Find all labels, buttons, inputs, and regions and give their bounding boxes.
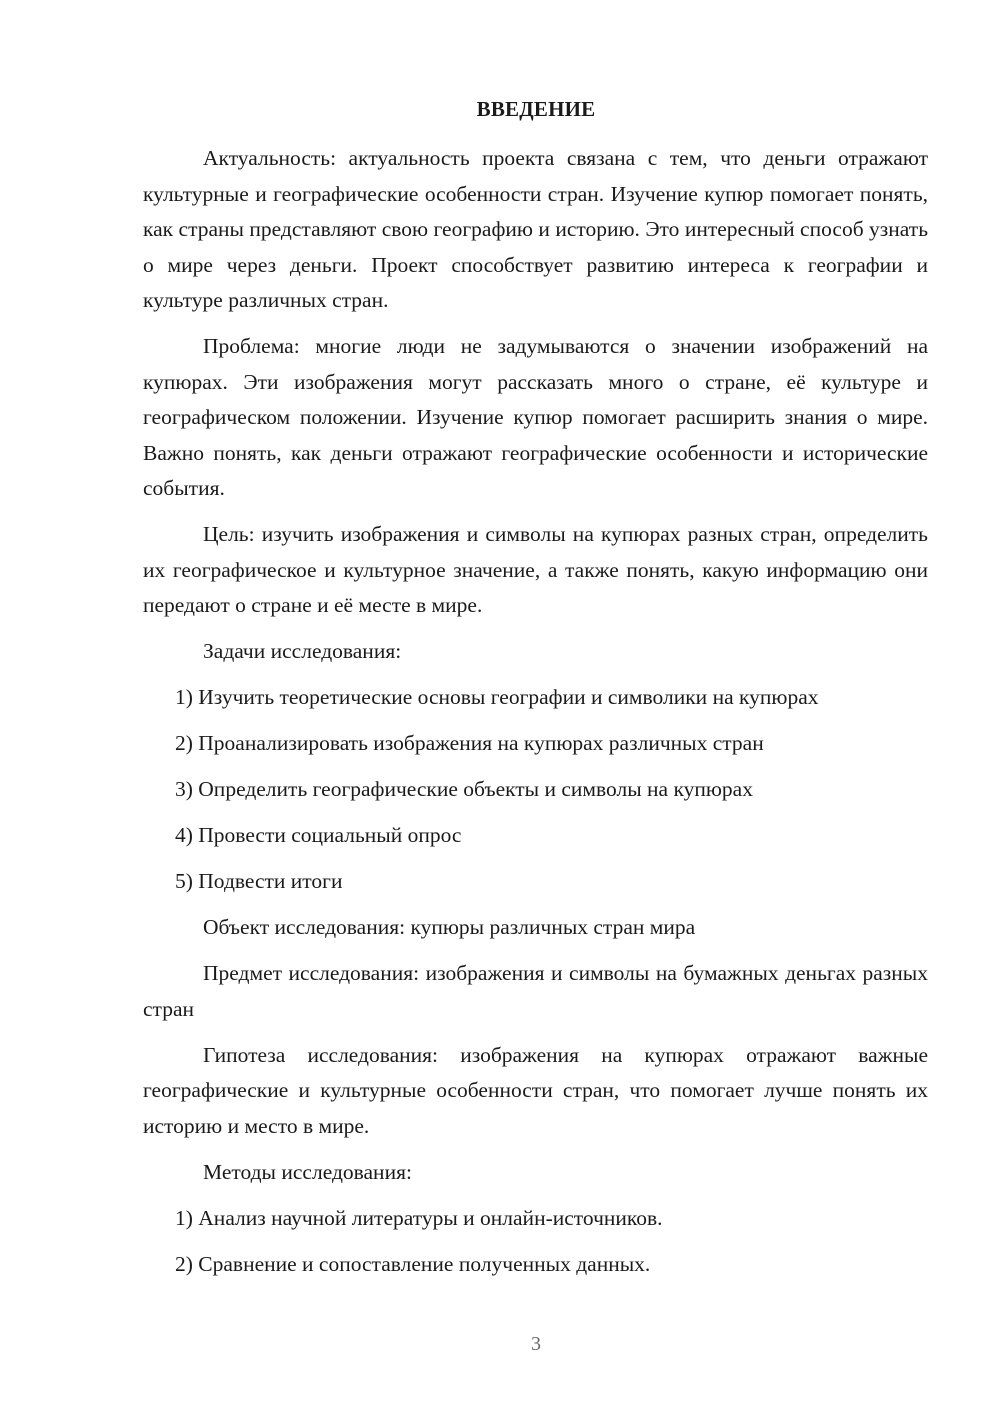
tasks-heading: Задачи исследования:	[203, 639, 402, 663]
relevance-paragraph: Актуальность: актуальность проекта связана с тем, что деньги отражают культурные и географические особенности стран. Изучение купюр помогает понять, как страны представляют свою географию и историю. Это интересный способ узнать о мире через деньги. Проект способствует развитию интереса к географии и культуре различных стран.	[143, 146, 928, 312]
object-paragraph: Объект исследования: купюры различных стран мира	[203, 915, 696, 939]
task-item: 2) Проанализировать изображения на купюрах различных стран	[175, 731, 764, 755]
goal-paragraph: Цель: изучить изображения и символы на купюрах разных стран, определить их географическое и культурное значение, а также понять, какую информацию они передают о стране и её месте в мире.	[143, 522, 928, 617]
problem-paragraph: Проблема: многие люди не задумываются о значении изображений на купюрах. Эти изображения могут рассказать много о стране, её культуре и географическом положении. Изучение купюр помогает расширить знания о мире. Важно понять, как деньги отражают географические особенности и исторические события.	[143, 334, 928, 500]
methods-heading: Методы исследования:	[203, 1159, 412, 1184]
task-item: 1) Изучить теоретические основы географии и символики на купюрах	[175, 685, 819, 709]
task-item: 5) Подвести итоги	[175, 869, 343, 893]
task-item: 3) Определить географические объекты и символы на купюрах	[175, 777, 753, 801]
page-number: 3	[531, 1333, 541, 1355]
document-body	[143, 141, 928, 1293]
method-item: 1) Анализ научной литературы и онлайн-источников.	[175, 1205, 663, 1230]
page-title: ВВЕДЕНИЕ	[476, 97, 596, 121]
hypothesis-paragraph: Гипотеза исследования: изображения на купюрах отражают важные географические и культурные особенности стран, что помогает лучше понять их историю и место в мире.	[143, 1042, 928, 1138]
method-item: 2) Сравнение и сопоставление полученных данных.	[175, 1251, 651, 1276]
subject-paragraph: Предмет исследования: изображения и символы на бумажных деньгах разных стран	[143, 961, 928, 1021]
task-item: 4) Провести социальный опрос	[175, 823, 462, 847]
